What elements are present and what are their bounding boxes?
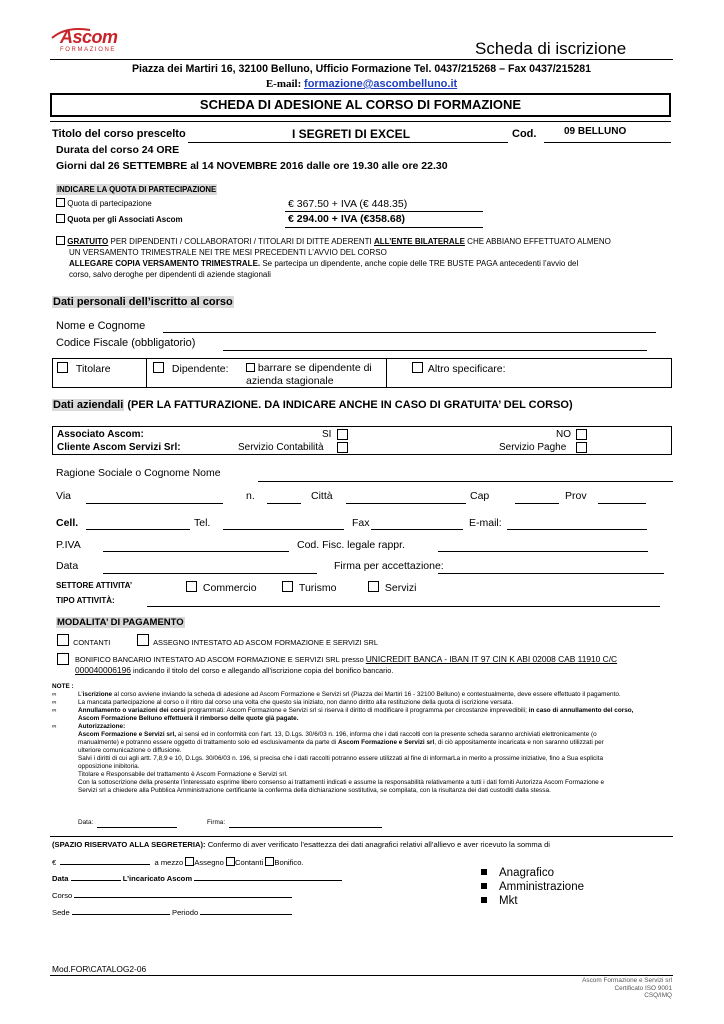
commercio-label: Commercio: [202, 582, 257, 594]
altro-checkbox[interactable]: [412, 362, 423, 373]
footer-csq: CSQ/IMQ: [644, 992, 672, 1000]
footer-iso: Certificato ISO 9001: [614, 984, 672, 992]
bonifico-text: [75, 654, 655, 676]
email-field-label: E-mail:: [469, 517, 502, 529]
prov-field[interactable]: [598, 503, 646, 504]
office-periodo-label: Periodo: [172, 908, 199, 917]
tel-field[interactable]: [223, 529, 344, 530]
bonifico-label: BONIFICO BANCARIO INTESTATO AD ASCOM FORMAZIONE E SERVIZI SRL presso: [75, 655, 366, 664]
titolare-label: Titolare: [75, 363, 111, 375]
notes-firma-field[interactable]: [229, 827, 382, 828]
settore-label: SETTORE ATTIVITA’: [56, 581, 133, 590]
iban-text: UNICREDIT BANCA - IBAN IT 97 CIN K ABI 02008 CAB 11910 C/C: [365, 654, 618, 664]
note-4-title: Autorizzazione:: [78, 723, 126, 730]
gratuito-block: [56, 236, 676, 280]
altro-label: Altro specificare:: [427, 363, 506, 375]
iban-account: 000040006196: [75, 665, 131, 675]
office-sede-line: [52, 908, 292, 917]
no-label: NO: [556, 429, 571, 440]
note-4-p1d: Ascom Formazione e Servizi srl: [338, 739, 435, 746]
note-4-p3: Titolare e Responsabile del trattamento è Ascom Formazione e Servizi srl.: [78, 771, 288, 778]
piva-label: P.IVA: [56, 539, 81, 551]
quota-header: INDICARE LA QUOTA DI PARTECIPAZIONE: [57, 185, 217, 194]
prov-label: Prov: [565, 490, 587, 502]
paghe-checkbox[interactable]: [576, 442, 587, 453]
cf-field[interactable]: [223, 350, 647, 351]
stagionale-checkbox[interactable]: [246, 363, 255, 372]
office-assegno-label: Assegno: [194, 858, 224, 867]
associato-label: Associato Ascom:: [57, 429, 144, 440]
quota-1-label: Quota di partecipazione: [67, 199, 152, 208]
turismo-option[interactable]: [282, 581, 336, 594]
si-label: SI: [322, 429, 332, 440]
gratuito-rest: Se partecipa un dipendente, anche copie delle TRE BUSTE PAGA antecedenti l’avvio del: [260, 259, 579, 268]
fax-label: Fax: [352, 517, 370, 529]
square-bullet-icon: [481, 883, 487, 889]
footer-rule: [50, 975, 673, 976]
office-amount-line: [52, 857, 304, 867]
firma-label: Firma per accettazione:: [334, 560, 444, 572]
cod-label: Cod.: [512, 128, 537, 140]
form-title-box: [50, 93, 671, 117]
gratuito-checkbox[interactable]: [56, 236, 65, 245]
si-checkbox[interactable]: [337, 429, 348, 440]
assegno-label: ASSEGNO INTESTATO AD ASCOM FORMAZIONE E SERVIZI SRL: [153, 638, 378, 647]
titolare-option[interactable]: [57, 362, 111, 375]
checklist-label-anagrafico: Anagrafico: [499, 867, 554, 879]
note-4-p1a: Ascom Formazione e Servizi srl,: [78, 731, 177, 738]
email-field[interactable]: [507, 529, 647, 530]
name-field[interactable]: [163, 332, 656, 333]
notes-block: ∞ L’iscrizione al corso avviene inviando la scheda di adesione ad Ascom Formazione e Servizi srl (Piazza dei Martiri 16 - 32100 Belluno) e contestualmente, deve essere effettuato il pagamento. ∞ La mancata partecipazione al corso o il ritiro dal corso una volta che questo sia iniziato, non danno diritto alla restituzione della quota di iscrizione versata. ∞ Annullamento o variazioni dei corsi programmati: Ascom Formazione e Servizi srl si riserva il diritto di modificare il programma per circostanze imprevedibili; in caso di annullamento del corso, Ascom Formazione Belluno effettuerà il rimborso delle quote già pagate. ∞ Autorizzazione: Ascom Formazione e Servizi srl, ai sensi ed in conformità con l’art. 13, D.Lgs. 30/6/03 n. 196, informa che i dati raccolti con la presente scheda saranno archiviati elettronicamente (o manualmente) e potranno essere oggetto di trattamento solo ed esclusivamente da parte di Ascom Formazione e Servizi srl, di ciò appositamente incaricata e non saranno utilizzati per ulteriore comunicazione o diffusione. Salvi i diritti di cui agli artt. 7,8,9 e 10, D.Lgs. 30/06/03 n. 196, si precisa che i dati raccolti potranno essere utilizzati al fine di informarLa in merito a prossime iniziative, fino a Sua esplicita opposizione inibitoria. Titolare e Responsabile del trattamento è Ascom Formazione e Servizi srl. Con la sottoscrizione della presente l’interessato esprime libero consenso ai trattamenti indicati e assume la responsabilità relativamente a tutti i dati forniti Autorizza Ascom Formazione e Servizi srl a chiedere alla Pubblica Amministrazione certificante la conferma della dichiarazione sostitutiva, se compilata, con la risultanza dei dati custoditi dalla stessa.: [52, 691, 672, 795]
notes-data-label: Data:: [78, 819, 94, 826]
page-title: Scheda di iscrizione: [475, 39, 627, 58]
notes-title: NOTE :: [52, 683, 74, 690]
stagionale-label: barrare se dipendente di azienda stagionale: [246, 362, 372, 387]
altro-option[interactable]: [412, 362, 506, 375]
servizi-label: Servizi: [384, 582, 417, 594]
contanti-label: CONTANTI: [73, 638, 111, 647]
title-rule: [50, 121, 671, 122]
office-corso-label: Corso: [52, 891, 73, 900]
mezzo-label: a mezzo: [154, 858, 184, 867]
office-incaricato-field[interactable]: [194, 880, 342, 881]
checklist-item-anagrafico[interactable]: [481, 866, 584, 880]
euro-label: €: [52, 858, 57, 867]
quota-2-label: Quota per gli Associati Ascom: [67, 215, 183, 224]
commercio-option[interactable]: [186, 581, 257, 594]
office-assegno-checkbox[interactable]: [185, 857, 194, 866]
quota-option-2[interactable]: [56, 214, 183, 224]
note-2: La mancata partecipazione al corso o il ritiro dal corso una volta che questo sia iniziato, non danno diritto alla restituzione della quota di iscrizione versata.: [78, 699, 514, 706]
titolare-checkbox[interactable]: [57, 362, 68, 373]
note-3: programmati: Ascom Formazione e Servizi srl si riserva il diritto di modificare il programma per circostanze imprevedibili;: [185, 707, 529, 714]
assegno-checkbox[interactable]: [137, 634, 149, 646]
footer-company: Ascom Formazione e Servizi srl: [582, 977, 672, 984]
gratuito-word: GRATUITO: [67, 237, 109, 246]
name-label: Nome e Cognome: [56, 320, 146, 332]
office-sede-label: Sede: [52, 908, 70, 917]
office-data-line: [52, 874, 342, 883]
cod-fisc-label: Cod. Fisc. legale rappr.: [297, 539, 405, 551]
note-4-p1b: ai sensi ed in conformità con l’art. 13, D.Lgs. 30/6/03 n. 196, informa che i dati raccolti con la presente scheda saranno archiviati elettronicamente (o: [176, 731, 597, 738]
bonifico-end: indicando il titolo del corso e allegando all’iscrizione copia del bonifico bancario.: [130, 666, 394, 675]
course-duration: Durata del corso 24 ORE: [56, 144, 180, 156]
servizi-checkbox[interactable]: [368, 581, 379, 592]
address-line: Piazza dei Martiri 16, 32100 Belluno, Ufficio Formazione Tel. 0437/215268 – Fax 0437/215281: [131, 63, 592, 75]
tel-label: Tel.: [194, 517, 211, 529]
note-4-p1f: ulteriore comunicazione o diffusione.: [78, 747, 182, 754]
servizi-option[interactable]: [368, 581, 416, 594]
note-4-p2b: opposizione inibitoria.: [78, 763, 140, 770]
company-section-title: [52, 399, 573, 411]
logo-text: Ascom: [60, 27, 118, 47]
note-1-bold: iscrizione: [82, 691, 113, 698]
ragione-label: Ragione Sociale o Cognome Nome: [56, 467, 221, 479]
fax-field[interactable]: [371, 529, 463, 530]
course-dates: Giorni dal 26 SETTEMBRE al 14 NOVEMBRE 2016 dalle ore 19.30 alle ore 22.30: [56, 160, 448, 172]
email-link[interactable]: formazione@ascombelluno.it: [304, 78, 458, 90]
gratuito-bold: ALLEGARE COPIA VERSAMENTO TRIMESTRALE.: [69, 259, 261, 268]
office-contanti-label: Contanti: [235, 858, 264, 867]
euro-field[interactable]: [60, 864, 150, 865]
cliente-label: Cliente Ascom Servizi Srl:: [57, 442, 181, 453]
company-section-rest: (PER LA FATTURAZIONE. DA INDICARE ANCHE IN CASO DI GRATUITA’ DEL CORSO): [124, 399, 573, 411]
note-3-bold2: in caso di annullamento del corso,: [528, 707, 634, 714]
quota-2-checkbox[interactable]: [56, 214, 65, 223]
contabilita-checkbox[interactable]: [337, 442, 348, 453]
note-1: al corso avviene inviando la scheda di adesione ad Ascom Formazione e Servizi srl (Piazza dei Martiri 16 - 32100 Belluno) e contestualmente, deve essere effettuato il pagamento.: [112, 691, 621, 698]
gratuito-ente: ALL’ENTE BILATERALE: [373, 237, 465, 246]
note-1-pre: L’: [78, 691, 83, 698]
office-periodo-field[interactable]: [200, 914, 292, 915]
data-label: Data: [56, 560, 79, 572]
gratuito-end: CHE ABBIANO EFFETTUATO ALMENO: [464, 237, 611, 246]
no-checkbox[interactable]: [576, 429, 587, 440]
cell-label: Cell.: [56, 517, 79, 529]
cod-value[interactable]: 09 BELLUNO: [564, 126, 627, 137]
logo-subtext: FORMAZIONE: [60, 47, 116, 53]
note-4-p1e: , di ciò appositamente incaricata e non saranno utilizzati per: [434, 739, 604, 746]
ascom-logo: [50, 24, 118, 56]
office-title-bold: (SPAZIO RISERVATO ALLA SEGRETERIA):: [52, 840, 206, 849]
piva-field[interactable]: [103, 551, 289, 552]
office-rule: [50, 836, 673, 837]
contabilita-label: Servizio Contabilità: [238, 442, 324, 453]
associato-box: [52, 426, 672, 455]
quota-1-value: € 367.50 + IVA (€ 448.35): [288, 198, 408, 210]
bonifico-checkbox[interactable]: [57, 653, 69, 665]
contanti-option[interactable]: [57, 634, 110, 647]
office-title-rest: Confermo di aver verificato l’esattezza dei dati anagrafici relativi all’allievo e aver ricevuto la somma di: [205, 840, 550, 849]
office-data-label: Data: [52, 874, 69, 883]
office-bonifico-label: Bonifico.: [274, 858, 304, 867]
company-section-bold: Dati aziendali: [53, 399, 124, 411]
square-bullet-icon: [481, 897, 487, 903]
notes-data-field[interactable]: [97, 827, 177, 828]
footer-mod: Mod.FOR\CATALOG2-06: [52, 964, 147, 974]
note-4-p4: Con la sottoscrizione della presente l’interessato esprime libero consenso ai trattamenti indicati e assume la responsabilità relativamente a tutti i dati forniti Autorizza Ascom Formazione e: [78, 779, 605, 786]
office-incaricato-label: L’incaricato Ascom: [122, 874, 193, 883]
note-4-p4b: Servizi srl a chiedere alla Pubblica Amministrazione certificante la conferma della dichiarazione sostitutiva, se compilata, con la risultanza dei dati custoditi dalla stessa.: [78, 787, 551, 794]
checklist-label-amministrazione: Amministrazione: [499, 881, 584, 893]
dipendente-option[interactable]: [153, 362, 229, 375]
data-field[interactable]: [103, 573, 317, 574]
citta-field[interactable]: [346, 503, 466, 504]
commercio-checkbox[interactable]: [186, 581, 197, 592]
form-title: SCHEDA DI ADESIONE AL CORSO DI FORMAZIONE: [199, 97, 522, 112]
dipendente-checkbox[interactable]: [153, 362, 164, 373]
office-title: [52, 840, 550, 849]
tipo-label: TIPO ATTIVITÀ:: [56, 596, 115, 605]
cap-label: Cap: [470, 490, 490, 502]
course-title-value[interactable]: I SEGRETI DI EXCEL: [292, 127, 411, 141]
note-4-p2: Salvi i diritti di cui agli artt. 7,8,9 e 10, D.Lgs. 30/06/03 n. 196, si precisa che i dati raccolti potranno essere utilizzati al fine di informarLa in merito a prossime iniziative, fino a Sua esplicita: [78, 755, 604, 762]
cell-field[interactable]: [86, 529, 190, 530]
personal-section-title: Dati personali dell’iscritto al corso: [53, 296, 233, 308]
email-line: [50, 78, 673, 90]
course-title-label: Titolo del corso prescelto: [52, 128, 186, 140]
office-checklist: [481, 866, 584, 908]
turismo-checkbox[interactable]: [282, 581, 293, 592]
firma-field[interactable]: [438, 573, 664, 574]
quota-option-1[interactable]: [56, 198, 152, 208]
turismo-label: Turismo: [298, 582, 337, 594]
paghe-label: Servizio Paghe: [499, 442, 567, 453]
office-data-field[interactable]: [71, 880, 121, 881]
office-corso-line: [52, 891, 292, 900]
cap-field[interactable]: [515, 503, 559, 504]
n-field[interactable]: [267, 503, 301, 504]
quota-1-checkbox[interactable]: [56, 198, 65, 207]
gratuito-line-2: UN VERSAMENTO TRIMESTRALE NEI TRE MESI PRECEDENTI L’AVVIO DEL CORSO: [69, 248, 387, 257]
header-rule: [50, 59, 673, 60]
square-bullet-icon: [481, 869, 487, 875]
ragione-field[interactable]: [258, 481, 673, 482]
dipendente-label: Dipendente:: [171, 363, 229, 375]
checklist-item-mkt[interactable]: [481, 894, 584, 908]
assegno-option[interactable]: [137, 634, 378, 647]
stagionale-option[interactable]: [246, 362, 386, 388]
n-label: n.: [246, 490, 255, 502]
checklist-label-mkt: Mkt: [499, 895, 518, 907]
office-sede-field[interactable]: [72, 914, 170, 915]
contanti-checkbox[interactable]: [57, 634, 69, 646]
via-field[interactable]: [86, 503, 223, 504]
payment-section-title: MODALITA’ DI PAGAMENTO: [57, 617, 184, 628]
footer-certs: [582, 977, 672, 1000]
citta-label: Città: [311, 490, 333, 502]
gratuito-mid: PER DIPENDENTI / COLLABORATORI / TITOLARI DI DITTE ADERENTI: [108, 237, 374, 246]
tipo-field[interactable]: [147, 606, 660, 607]
checklist-item-amministrazione[interactable]: [481, 880, 584, 894]
office-corso-field[interactable]: [74, 897, 292, 898]
cod-fisc-field[interactable]: [438, 551, 648, 552]
note-3-line2: Ascom Formazione Belluno effettuerà il rimborso delle quote già pagate.: [78, 715, 299, 722]
email-label: E-mail:: [265, 78, 302, 90]
cf-label: Codice Fiscale (obbligatorio): [56, 337, 196, 349]
office-contanti-checkbox[interactable]: [226, 857, 235, 866]
gratuito-line-4: corso, salvo deroghe per dipendenti di aziende stagionali: [69, 270, 271, 279]
via-label: Via: [56, 490, 71, 502]
notes-firma-label: Firma:: [207, 819, 226, 826]
note-4-p1c: manualmente) e potranno essere oggetto di trattamento solo ed esclusivamente da parte di: [78, 739, 339, 746]
quota-2-value: € 294.00 + IVA (€358.68): [288, 213, 406, 225]
note-3-bold: Annullamento o variazioni dei corsi: [78, 707, 186, 714]
